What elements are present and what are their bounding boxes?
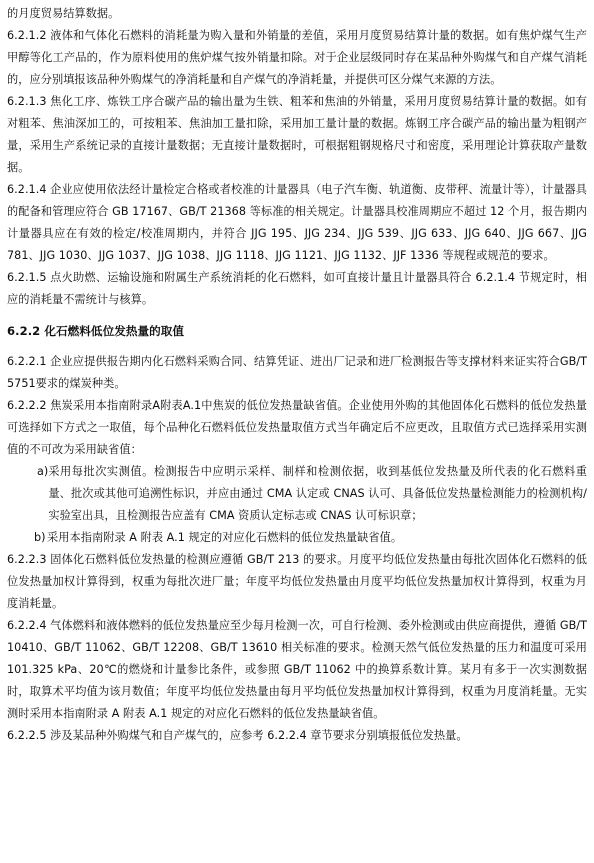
section-heading-6-2-2: 6.2.2 化石燃料低位发热量的取值 [7, 324, 185, 338]
paragraph-6-2-1-5: 6.2.1.5 点火助燃、运输设施和附属生产系统消耗的化石燃料，如可直接计量且计量器具符合 6.2.1.4 节规定时，相应的消耗量不需统计与核算。 [7, 271, 587, 306]
paragraph-6-2-1-3: 6.2.1.3 焦化工序、炼铁工序合碳产品的输出量为生铁、粗苯和焦油的外销量，采用月度贸易结算计量的数据。如有对粗苯、焦油深加工的，可按粗苯、焦油加工量扣除，采用加工量计量的数据。炼钢工序合碳产品的输出量为粗钢产量，采用生产系统记录的直接计量数据；无直接计量数据时，可根据粗钢规格尺寸和密度，采用理论计算获取产量数据。 [7, 95, 587, 174]
paragraph-6-2-1-2: 6.2.1.2 液体和气体化石燃料的消耗量为购入量和外销量的差值，采用月度贸易结算计量的数据。如有焦炉煤气生产甲醇等化工产品的，作为原料使用的焦炉煤气按外销量扣除。对于企业层级同时存在某品种外购煤气和自产煤气消耗的，应分别填报该品种外购煤气的净消耗量和自产煤气的净消耗量，并提供可区分煤气来源的方法。 [7, 29, 587, 86]
paragraph-6-2-1-4: 6.2.1.4 企业应使用依法经计量检定合格或者校准的计量器具（电子汽车衡、轨道衡、皮带秤、流量计等），计量器具的配备和管理应符合 GB 17167、GB/T 21368 等标准的相关规定。计量器具校准周期应不超过 12 个月，报告期内计量器具应在有效的检定/校准周期内，并符合 JJG 195、JJG 234、JJG 539、JJG 633、JJG 640、JJG 667、JJG 781、JJG 1030、JJG 1037、JJG 1038、JJG 1118、JJG 1121、JJG 1132、JJF 1336 等规程或规范的要求。 [7, 183, 587, 262]
paragraph-6-2-2-3: 6.2.2.3 固体化石燃料低位发热量的检测应遵循 GB/T 213 的要求。月度平均低位发热量由每批次固体化石燃料的低位发热量加权计算得到，权重为每批次进厂量；年度平均低位发热量由月度平均低位发热量加权计算得到，权重为月度消耗量。 [7, 553, 587, 610]
paragraph-6-2-2-5: 6.2.2.5 涉及某品种外购煤气和自产煤气的，应参考 6.2.2.4 章节要求分别填报低位发热量。 [7, 729, 468, 742]
option-list [7, 461, 587, 549]
list-item-a [7, 461, 587, 527]
list-marker-a: a) [37, 465, 49, 478]
document-page [7, 3, 587, 747]
list-text-a: 采用每批次实测值。检测报告中应明示采样、制样和检测依据，收到基低位发热量及所代表的化石燃料重量、批次或其他可追溯性标识，并应由通过 CMA 认定或 CNAS 认可、具备低位发热量检测能力的检测机构/实验室出具，且检测报告应盖有 CMA 资质认定标志或 CNAS 认可标识章； [48, 465, 587, 522]
list-item-b [7, 527, 587, 549]
list-text-b: 采用本指南附录 A 附表 A.1 规定的对应化石燃料的低位发热量缺省值。 [47, 531, 403, 544]
paragraph-6-2-2-2: 6.2.2.2 焦炭采用本指南附录A附表A.1中焦炭的低位发热量缺省值。企业使用外购的其他固体化石燃料的低位发热量可选择如下方式之一取值，每个品种化石燃料低位发热量取值方式当年确定后不应更改，且取值方式已选择采用实测值的不可改为采用缺省值： [7, 399, 587, 456]
paragraph-6-2-2-1: 6.2.2.1 企业应提供报告期内化石燃料采购合同、结算凭证、进出厂记录和进厂检测报告等支撑材料来证实符合GB/T 5751要求的煤炭种类。 [7, 355, 587, 390]
paragraph-6-2-2-4: 6.2.2.4 气体燃料和液体燃料的低位发热量应至少每月检测一次，可自行检测、委外检测或由供应商提供，遵循 GB/T 10410、GB/T 11062、GB/T 12208、GB/T 13610 相关标准的要求。检测天然气低位发热量的压力和温度可采用 101.325 kPa、20℃的燃烧和计量参比条件，或参照 GB/T 11062 中的换算系数计算。某月有多于一次实测数据时，取算术平均值为该月数值；年度平均低位发热量由每月平均低位发热量加权计算得到，权重为月度消耗量。无实测时采用本指南附录 A 附表 A.1 规定的对应化石燃料的低位发热量缺省值。 [7, 619, 587, 720]
list-marker-b: b) [34, 531, 46, 544]
paragraph-continuation: 的月度贸易结算数据。 [7, 7, 120, 20]
